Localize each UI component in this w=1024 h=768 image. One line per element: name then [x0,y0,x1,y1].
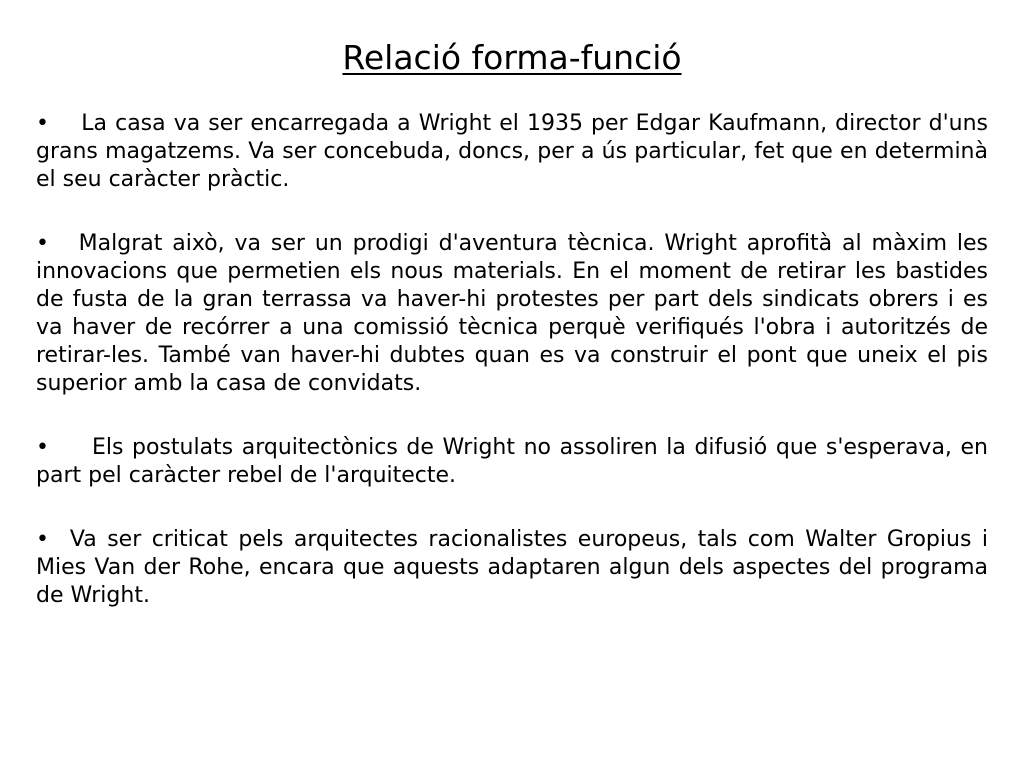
paragraph-text: La casa va ser encarregada a Wright el 1935 per Edgar Kaufmann, director d'uns grans magatzems. Va ser concebuda, doncs, per a ús particular, fet que en determinà el seu caràcter pràctic. [36,111,988,192]
slide-body [36,110,988,610]
bullet-paragraph-1 [36,110,988,194]
bullet-icon: • [36,435,49,460]
bullet-icon: • [36,527,49,552]
paragraph-text: Malgrat això, va ser un prodigi d'aventura tècnica. Wright aprofità al màxim les innovacions que permetien els nous materials. En el moment de retirar les bastides de fusta de la gran terrassa va haver-hi protestes per part dels sindicats obrers i es va haver de recórrer a una comissió tècnica perquè verifiqués l'obra i autoritzés de retirar-les. També van haver-hi dubtes quan es va construir el pont que uneix el pis superior amb la casa de convidats. [36,231,989,396]
slide-title: Relació forma-funció [342,38,682,77]
paragraph-text: Va ser criticat pels arquitectes racionalistes europeus, tals com Walter Gropius i Mies Van der Rohe, encara que aquests adaptaren algun dels aspectes del programa de Wright. [36,527,988,608]
bullet-paragraph-3 [36,434,988,490]
paragraph-text: Els postulats arquitectònics de Wright no assoliren la difusió que s'esperava, en part pel caràcter rebel de l'arquitecte. [36,435,988,488]
bullet-paragraph-4 [36,526,988,610]
bullet-paragraph-2 [36,230,988,398]
bullet-icon: • [36,111,49,136]
bullet-icon: • [36,231,49,256]
